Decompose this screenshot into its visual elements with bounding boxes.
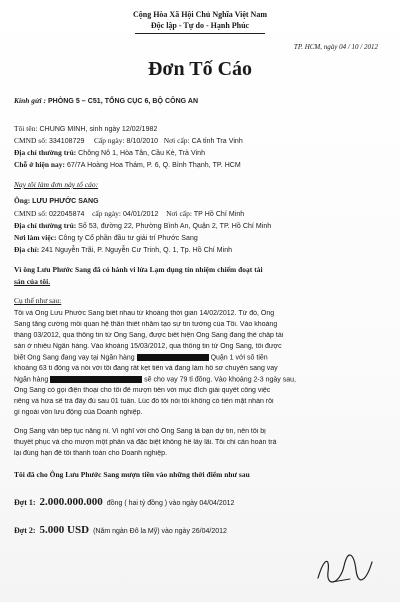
complainant-id-row [14,136,400,145]
accused-work-label: Nơi làm việc: [14,233,57,242]
paragraph-line: khoảng 63 tỉ đồng và nói với tôi đang rất kẹt tiền và đang làm hồ sơ chuyển sang vay [14,365,278,372]
loan-intro: Tôi đã cho Ông Lưu Phước Sang mượn tiền vào những thời điểm như sau [14,470,250,479]
paragraph-line-redacted-2 [14,376,400,383]
complainant-name-row [14,124,400,133]
page-title: Đơn Tố Cáo [147,58,253,80]
complainant-perm-value: Chông Nô 1, Hòa Tân, Cầu Kè, Trà Vinh [78,150,206,157]
complainant-issued-place-label: Nơi cấp: [163,136,190,145]
redaction-bar [50,376,142,383]
accused-issued-place-label: Nơi cấp: [166,209,192,218]
paragraph-line: Ông Sang vẫn tiếp tục nằng nỉ. Vì nghĩ với chỗ Ông Sang là bạn dự tin, nên tôi bị [14,428,266,435]
installment-row [14,520,400,538]
paragraph-line: sản ở nhiều Ngân hàng. Vào khoảng 15/03/2012, qua thông tin từ Ông Sang, tôi được [14,343,282,350]
header-underline [135,33,265,34]
addressee [14,96,400,105]
paragraph-segment: Quận 1 với số tiền [210,354,268,362]
accused-perm-value: Số 53, đường 22, Phường Bình An, Quận 2, TP. Hồ Chí Minh [78,223,272,230]
accused-id-value: 022045874 [48,211,85,218]
paragraph-line: lại đúng hạn để tôi thanh toán cho Doanh nghiệp. [14,450,167,457]
paragraph-line: gì ngoài vốn lưu động của Doanh nghiệp. [14,409,143,416]
complainant-issued-place-value: CA tỉnh Tra Vinh [191,138,243,145]
accused-name-row [14,196,400,205]
complainant-current-row [14,160,400,169]
republic-heading: Cộng Hòa Xã Hội Chủ Nghĩa Việt Nam [132,10,267,19]
place-date: TP. HCM, ngày 04 / 10 / 2012 [293,43,378,51]
complainant-name-label: Tôi tên: [14,124,38,133]
installment-row [14,492,400,510]
installment-amount: 2.000.000.000 [39,496,103,508]
complainant-id-label: CMND số: [14,136,48,145]
paragraph-line: tháng 03/2012, qua thông tin từ Ông Sang, được biết hiện Ông Sang đang thế chấp tài [14,332,284,339]
installment-rest: đồng ( hai tỷ đồng ) vào ngày 04/04/2012 [106,500,235,507]
paragraph-line: Tôi và Ông Lưu Phước Sang biết nhau từ khoảng thời gian 14/02/2012. Từ đó, Ông [14,310,275,317]
complainant-perm-label: Địa chỉ thường trú: [14,148,77,157]
accused-addr-label: Địa chỉ: [14,245,40,254]
installment-label: Đợt 1: [14,498,36,507]
complainant-current-value: 67/7A Hoàng Hoa Thám, P. 6, Q. Bình Thạnh, TP. HCM [66,162,241,169]
details-heading: Cụ thể như sau: [14,296,62,305]
charge-line-1: Vì ông Lưu Phước Sang đã có hành vi lừa Lạm dụng tín nhiệm chiếm đoạt tài [14,265,263,274]
accused-work-row [14,233,400,242]
accused-issued-place-value: TP Hồ Chí Minh [193,211,245,218]
signature [310,548,380,588]
accused-intro: Nay tôi làm đơn này tố cáo: [14,180,99,189]
accused-id-row [14,209,400,218]
paragraph-line: Sang tăng cường mối quan hệ thân thiết nhằm tạo sự tin tưởng của Tôi. Vào khoảng [14,321,278,328]
charge-line-2: sản của tôi. [14,277,51,286]
accused-addr-value: 241 Nguyễn Trãi, P. Nguyễn Cư Trinh, Q. 1, Tp. Hồ Chí Minh [41,247,233,254]
complainant-current-label: Chỗ ở hiện nay: [14,160,66,169]
accused-issued-label: cấp ngày: [92,209,122,218]
paragraph-line: Ông Sang có gọi điện thoại cho tôi để mượn tiền với mục đích giải quyết công việc [14,387,271,394]
paragraph-segment: Ngân hàng [14,376,49,384]
paragraph-segment: sẽ cho vay 79 tỉ đồng. Vào khoảng 2-3 ngày sau, [144,376,296,384]
complainant-issued-value: 8/10/2010 [126,138,159,145]
paragraph-segment: biết Ông Sang đang vay tại Ngân hàng [14,354,135,362]
complainant-id-value: 334108729 [48,138,85,145]
accused-perm-label: Địa chỉ thường trú: [14,221,77,230]
redaction-bar [137,354,209,361]
paragraph-line-redacted-1 [14,354,400,361]
accused-issued-value: 04/01/2012 [122,211,159,218]
installment-label: Đợt 2: [14,526,36,535]
addressee-label: Kính gửi : [14,96,47,105]
accused-perm-row [14,221,400,230]
accused-name-label: Ông: [14,196,31,205]
accused-id-label: CMND số: [14,209,48,218]
accused-work-value: Công ty Cổ phần đầu tư giải trí Phước Sang [58,235,198,242]
motto: Độc lập - Tự do - Hạnh Phúc [150,21,250,30]
complainant-issued-label: Cấp ngày: [93,136,125,145]
accused-name-value: LƯU PHƯỚC SANG [32,198,99,205]
paragraph-line: thuyết phục và cho mượn một phần và đặc biệt không hề lấy lãi. Tôi chỉ cần hoàn trả [14,439,277,446]
installment-amount: 5.000 USD [39,524,90,536]
installment-rest: (Năm ngàn Đô la Mỹ) vào ngày 26/04/2012 [93,528,227,535]
complainant-perm-row [14,148,400,157]
addressee-value: PHÒNG 5 – C51, TỔNG CỤC 6, BỘ CÔNG AN [47,98,199,105]
paragraph-line: riêng và hứa sẽ trả đầy đủ sau 01 tuần. Lúc đó tôi nói tôi không có tiền mặt nhàn rỗi [14,398,274,405]
complainant-name-value: CHUNG MINH, sinh ngày 12/02/1982 [39,126,158,133]
accused-addr-row [14,245,400,254]
